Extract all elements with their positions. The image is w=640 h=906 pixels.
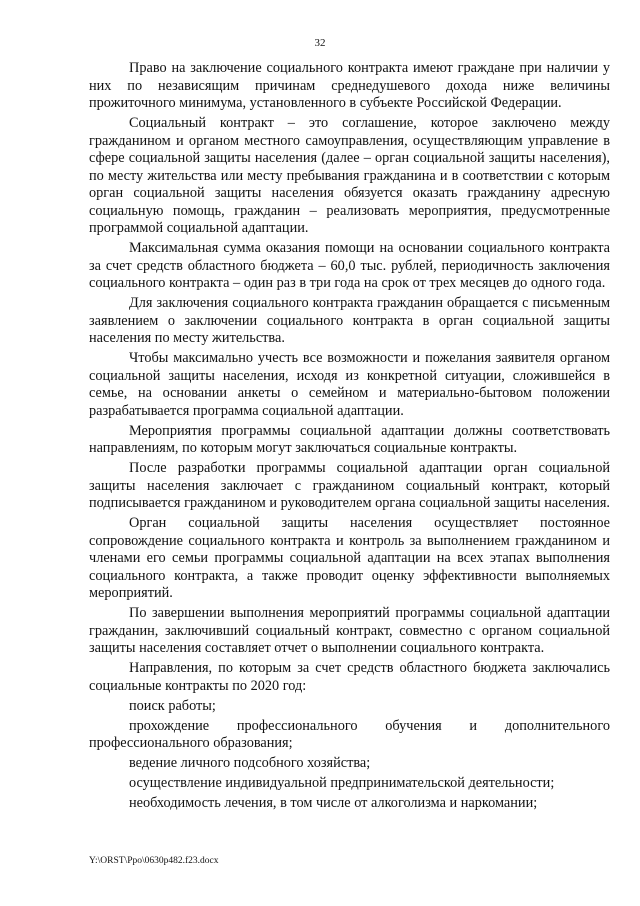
body-text bbox=[89, 60, 610, 815]
list-item: необходимость лечения, в том числе от алкоголизма и наркомании; bbox=[129, 795, 538, 811]
paragraph: Мероприятия программы социальной адаптации должны соответствовать направлениям, по которым могут заключаться социальные контракты. bbox=[89, 422, 610, 456]
page-number: 32 bbox=[314, 37, 326, 49]
list-item: поиск работы; bbox=[129, 697, 216, 714]
paragraph: Максимальная сумма оказания помощи на основании социального контракта за счет средств областного бюджета – 60,0 тыс. рублей, периодичность заключения социального контракта – один раз в три года на срок от трех месяцев до одного года. bbox=[89, 240, 610, 291]
list-item: осуществление индивидуальной предпринимательской деятельности; bbox=[129, 775, 555, 791]
paragraph: Чтобы максимально учесть все возможности и пожелания заявителя органом социальной защиты населения, исходя из конкретной ситуации, сложившейся в семье, на основании анкеты о семейном и материально-бытовом положении разрабатывается программа социальной адаптации. bbox=[89, 350, 610, 419]
footer-file-path: Y:\ORST\Ppo\0630p482.f23.docx bbox=[89, 856, 219, 866]
paragraph: По завершении выполнения мероприятий программы социальной адаптации гражданин, заключивший социальный контракт, совместно с органом социальной защиты населения составляет отчет о выполнении социального контракта. bbox=[89, 605, 610, 656]
paragraph: Социальный контракт – это соглашение, которое заключено между гражданином и органом местного самоуправления, осуществляющим управление в сфере социальной защиты населения (далее – орган социальной защиты населения), по месту жительства или месту пребывания гражданина и в соответствии с которым орган социальной защиты населения обязуется оказать гражданину адресную социальную помощь, гражданин – реализовать мероприятия, предусмотренные программой социальной адаптации. bbox=[89, 115, 610, 236]
paragraph: Направления, по которым за счет средств областного бюджета заключались социальные контракты по 2020 год: bbox=[89, 660, 610, 694]
list-item: прохождение профессионального обучения и дополнительного профессионального образования; bbox=[89, 717, 610, 751]
paragraph: Право на заключение социального контракта имеют граждане при наличии у них по независящим причинам среднедушевого дохода ниже величины прожиточного минимума, установленного в субъекте Российской Федерации. bbox=[89, 60, 610, 111]
paragraph: Орган социальной защиты населения осуществляет постоянное сопровождение социального контракта и контроль за выполнением гражданином и членами его семьи программы социальной адаптации на всех этапах выполнения социального контракта, а также проводит оценку эффективности выполняемых мероприятий. bbox=[89, 515, 610, 601]
paragraph: Для заключения социального контракта гражданин обращается с письменным заявлением о заключении социального контракта в орган социальной защиты населения по месту жительства. bbox=[89, 295, 610, 346]
paragraph: После разработки программы социальной адаптации орган социальной защиты населения заключает с гражданином социальный контракт, который подписывается гражданином и руководителем органа социальной защиты населения. bbox=[89, 460, 611, 511]
list-item: ведение личного подсобного хозяйства; bbox=[129, 755, 371, 771]
